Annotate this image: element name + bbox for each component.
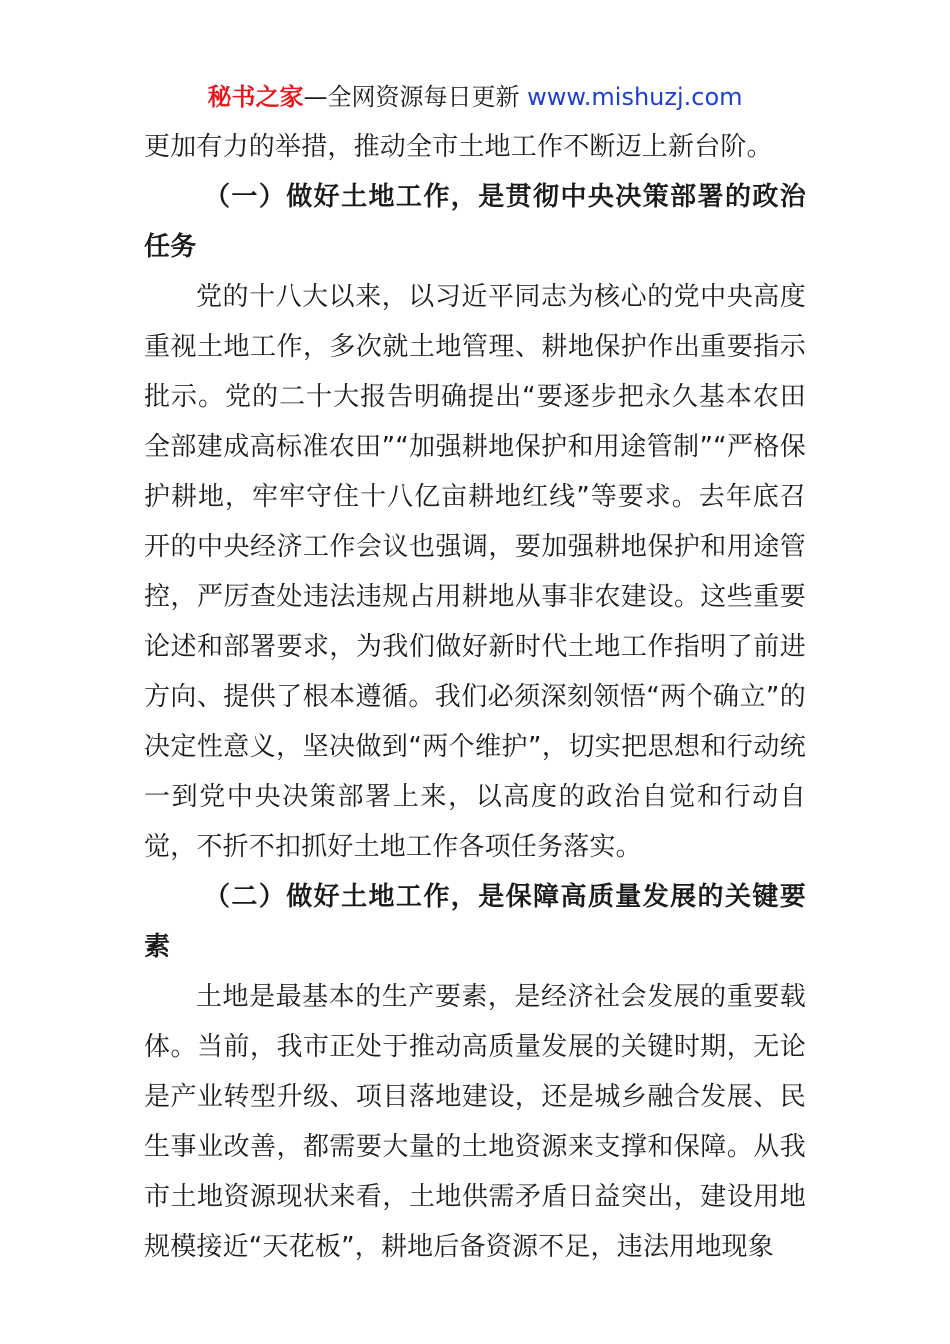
header-brand: 秘书之家: [207, 83, 304, 111]
paragraph-1: 党的十八大以来，以习近平同志为核心的党中央高度重视土地工作，多次就土地管理、耕地保护作出重要指示批示。党的二十大报告明确提出“要逐步把永久基本农田全部建成高标准农田”“加强耕地保护和用途管制”“严格保护耕地，牢牢守住十八亿亩耕地红线”等要求。去年底召开的中央经济工作会议也强调，要加强耕地保护和用途管控，严厉查处违法违规占用耕地从事非农建设。这些重要论述和部署要求，为我们做好新时代土地工作指明了前进方向、提供了根本遵循。我们必须深刻领悟“两个确立”的决定性意义，坚决做到“两个维护”，切实把思想和行动统一到党中央决策部署上来，以高度的政治自觉和行动自觉，不折不扣抓好土地工作各项任务落实。: [144, 282, 806, 862]
paragraph-2: 土地是最基本的生产要素，是经济社会发展的重要载体。当前，我市正处于推动高质量发展的关键时期，无论是产业转型升级、项目落地建设，还是城乡融合发展、民生事业改善，都需要大量的土地资源来支撑和保障。从我市土地资源现状来看，土地供需矛盾日益突出，建设用地规模接近“天花板”，耕地后备资源不足，违法用地现象: [144, 982, 806, 1262]
document-body: [144, 122, 806, 1272]
section-heading-1: （一）做好土地工作，是贯彻中央决策部署的政治任务: [144, 182, 806, 262]
header-url-link[interactable]: www.mishuzj.com: [527, 83, 743, 111]
header-tagline: —全网资源每日更新: [303, 83, 520, 111]
paragraph-continuation: 更加有力的举措，推动全市土地工作不断迈上新台阶。: [144, 132, 773, 162]
section-heading-2: （二）做好土地工作，是保障高质量发展的关键要素: [144, 882, 806, 962]
watermark-header: [0, 80, 950, 114]
